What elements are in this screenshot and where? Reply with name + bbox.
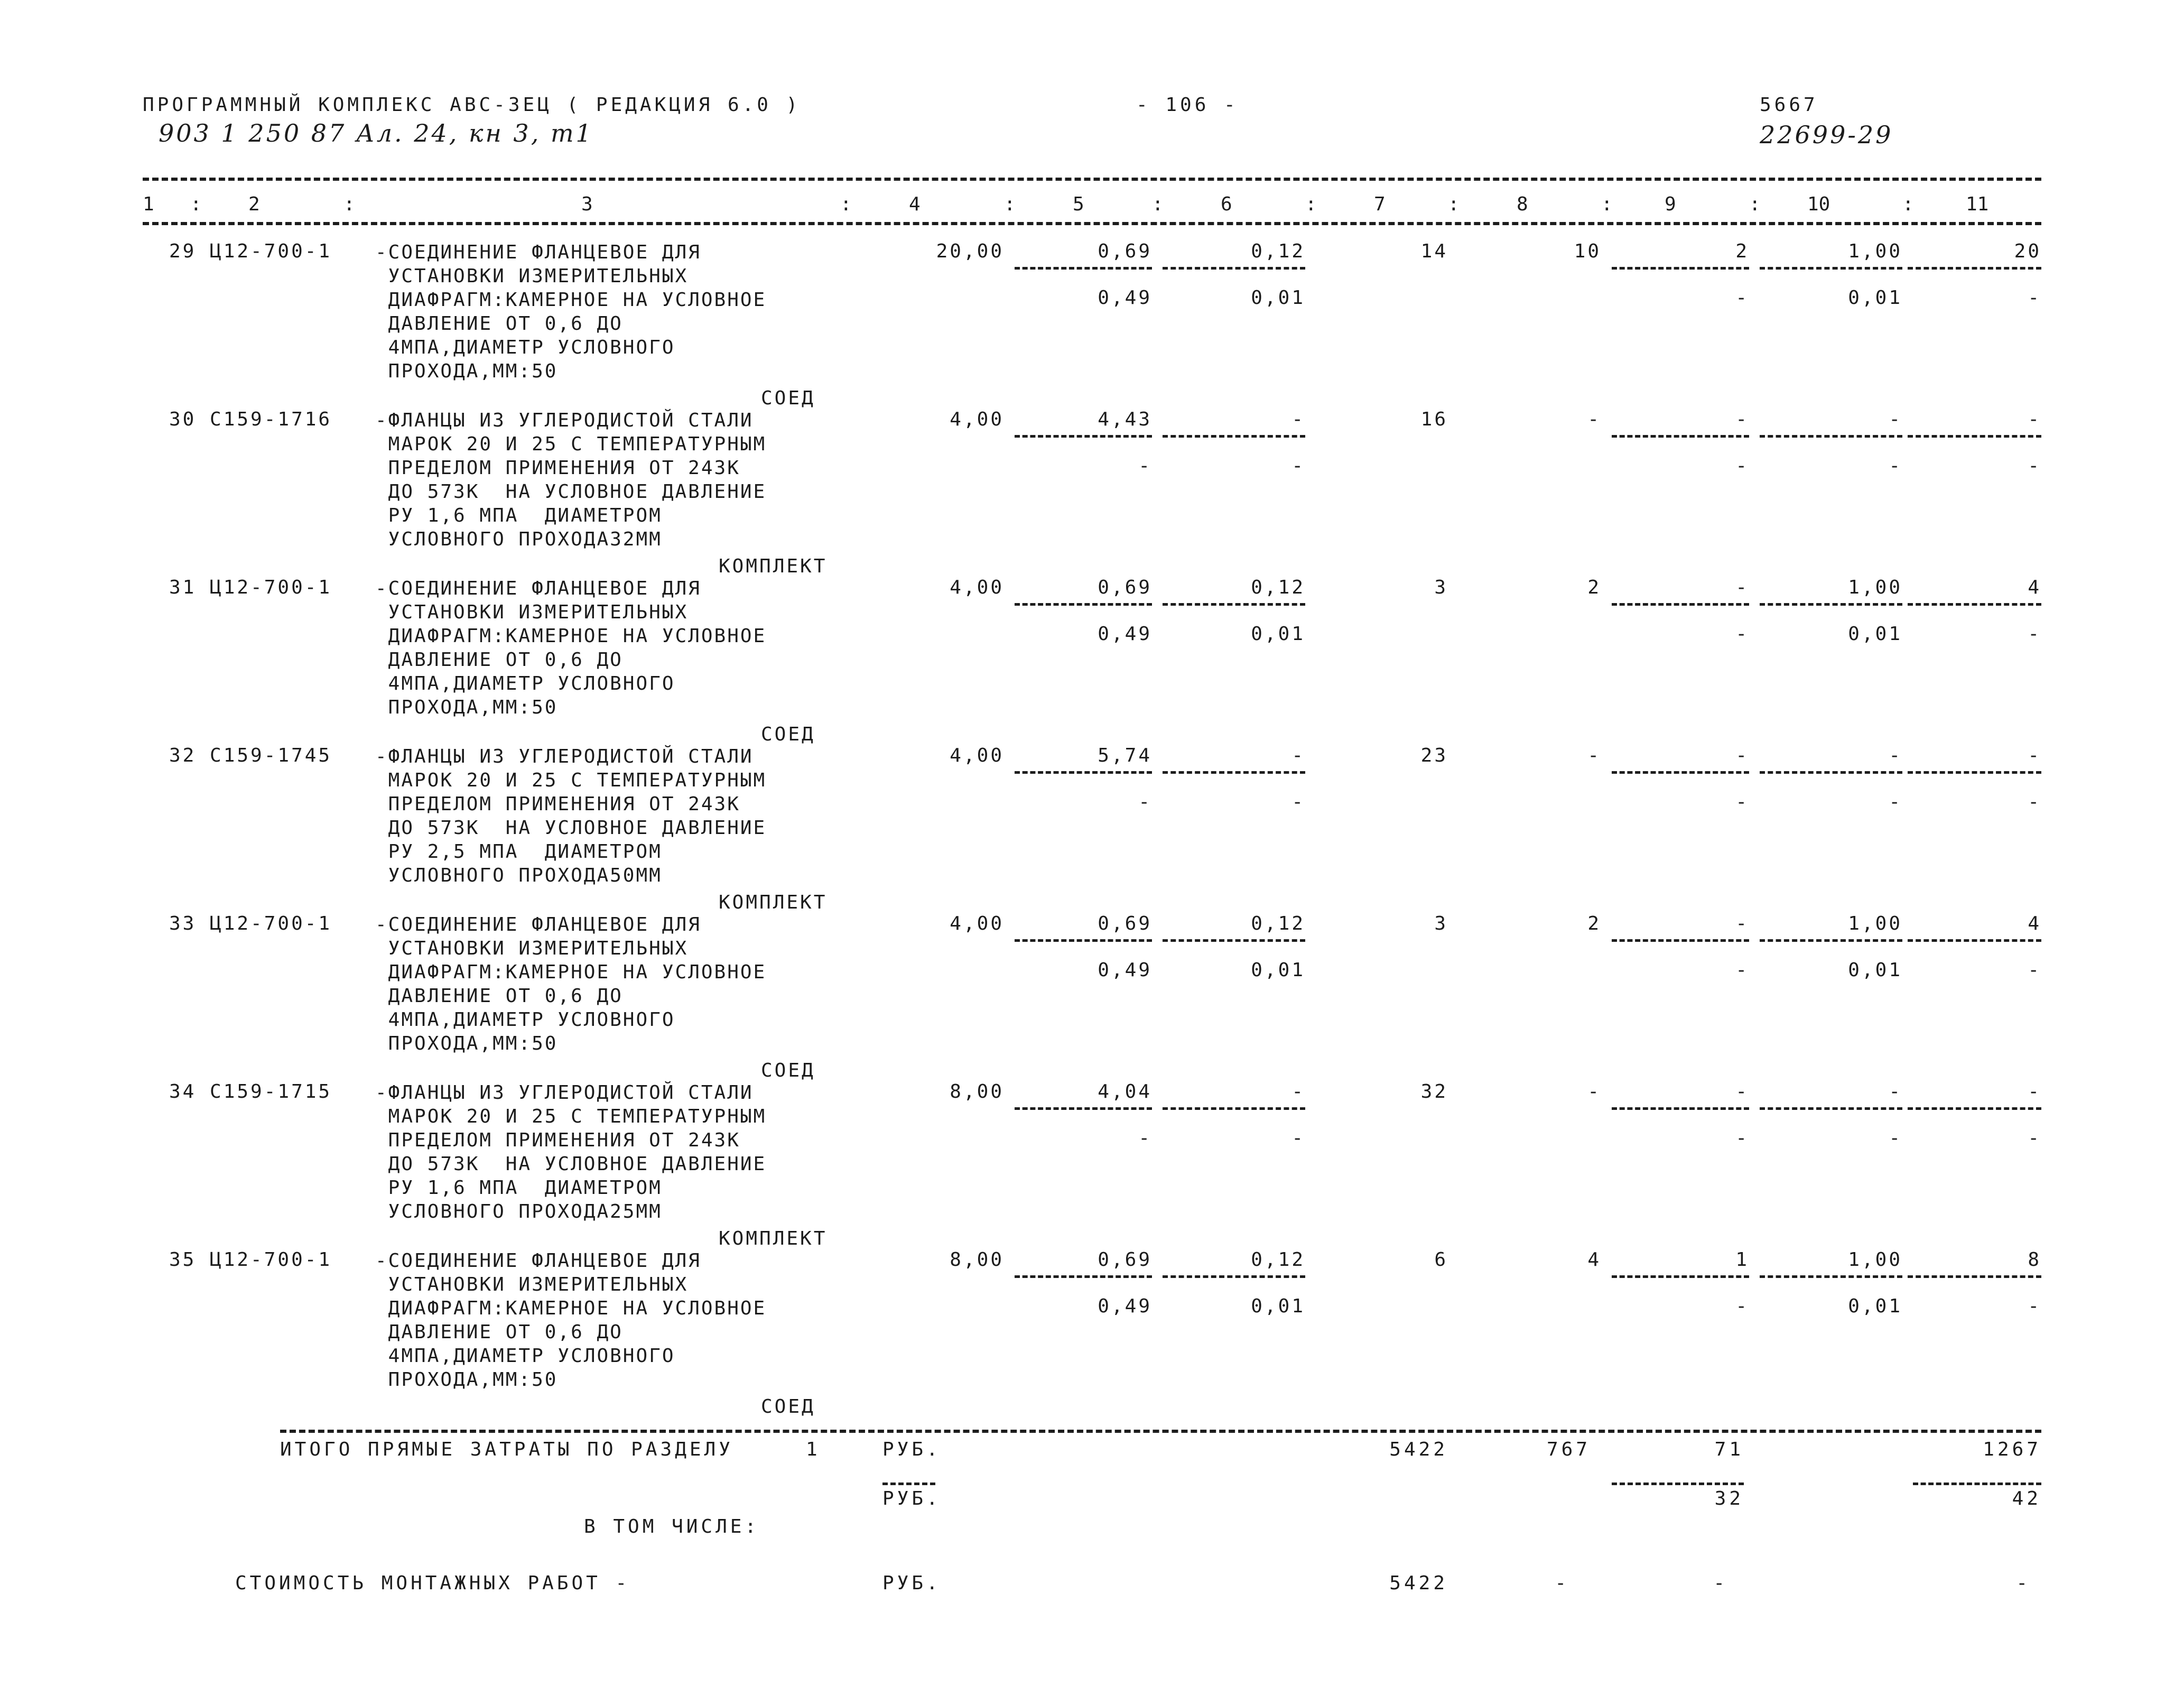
cell-c11b: - [2028,455,2041,477]
description-line: ДИАФРАГМ:КАМЕРНОЕ НА УСЛОВНОЕ [375,289,767,311]
mount-cost-col-8: - [1555,1572,1569,1594]
cell-c9b: - [1735,791,1749,813]
cell-c4: 20,00 [936,240,1004,262]
mount-cost-col-7: 5422 [1389,1572,1448,1594]
cell-c5b: - [1138,791,1152,813]
cell-c8: - [1587,745,1601,766]
cell-c10b: - [1889,455,1902,477]
table-row [143,240,2041,409]
cell-c6b: 0,01 [1251,623,1305,645]
cell-sub-rule [1612,771,1749,774]
description-line: МАРОК 20 И 25 С ТЕМПЕРАТУРНЫМ [375,433,767,455]
col-6: 6 [1221,193,1232,215]
table-top-rule [143,178,2041,181]
description-line: УСЛОВНОГО ПРОХОДА25ММ [375,1201,662,1222]
totals-sub-dash [1612,1483,1744,1485]
cell-c4: 8,00 [950,1249,1004,1271]
cell-c11: 20 [2014,240,2041,262]
col-sep: : [1152,193,1164,215]
cell-sub-rule [1612,603,1749,606]
description-line: ДИАФРАГМ:КАМЕРНОЕ НА УСЛОВНОЕ [375,961,767,983]
cell-c10b: - [1889,791,1902,813]
totals-section: 1 [806,1439,821,1460]
description-line: УСЛОВНОГО ПРОХОДА50ММ [375,865,662,886]
cell-sub-rule [1163,1275,1305,1278]
description-line: -СОЕДИНЕНИЕ ФЛАНЦЕВОЕ ДЛЯ [375,578,701,599]
cell-c6: - [1291,1081,1305,1103]
totals-sub-dash [1913,1483,2041,1485]
cell-c11: - [2028,409,2041,430]
cell-c5: 5,74 [1098,745,1152,766]
description-line: -СОЕДИНЕНИЕ ФЛАНЦЕВОЕ ДЛЯ [375,914,701,935]
row-unit: КОМПЛЕКТ [719,555,828,577]
cell-c4: 8,00 [950,1081,1004,1103]
cell-c11: - [2028,1081,2041,1103]
handwritten-ref-left: 903 1 250 87 Ал. 24, кн 3, т1 [159,119,593,147]
cell-c10: - [1889,745,1902,766]
doc-code: 5667 [1760,94,1818,116]
column-number-row [143,193,2041,220]
cell-sub-rule [1163,1107,1305,1110]
cell-c10b: - [1889,1127,1902,1149]
cell-sub-rule [1163,939,1305,942]
totals-col-11-sub: 42 [2012,1488,2041,1509]
table-row [143,409,2041,577]
description-line: -СОЕДИНЕНИЕ ФЛАНЦЕВОЕ ДЛЯ [375,1250,701,1272]
cell-c10: 1,00 [1848,1249,1902,1271]
cell-sub-rule [1612,267,1749,270]
row-code: 34 С159-1715 [169,1081,332,1103]
cell-c10b: 0,01 [1848,287,1902,309]
cell-c9b: - [1735,623,1749,645]
col-sep: : [1448,193,1460,215]
col-7: 7 [1374,193,1386,215]
col-sep: : [840,193,852,215]
totals-col-7: 5422 [1389,1439,1448,1460]
description-line: РУ 2,5 МПА ДИАМЕТРОМ [375,841,662,863]
cell-c5: 0,69 [1098,240,1152,262]
col-9: 9 [1665,193,1676,215]
mount-cost-col-9: - [1713,1572,1728,1594]
description-line: ДАВЛЕНИЕ ОТ 0,6 ДО [375,313,623,335]
cell-c5: 4,43 [1098,409,1152,430]
totals-unit-2: РУБ. [882,1488,941,1509]
cell-c7: 14 [1420,240,1448,262]
totals-unit: РУБ. [882,1439,941,1460]
cell-c5: 0,69 [1098,577,1152,598]
cell-sub-rule [1015,771,1152,774]
cell-sub-rule [1908,1275,2041,1278]
table-row [143,913,2041,1081]
cell-c4: 4,00 [950,577,1004,598]
cell-c9: - [1735,745,1749,766]
cell-c6: 0,12 [1251,913,1305,934]
cell-c11: 8 [2028,1249,2041,1271]
cell-c7: 3 [1434,913,1448,934]
cell-sub-rule [1760,603,1902,606]
cell-c11b: - [2028,1295,2041,1317]
cell-c11b: - [2028,1127,2041,1149]
cell-c5b: - [1138,455,1152,477]
description-line: РУ 1,6 МПА ДИАМЕТРОМ [375,505,662,526]
description-line: ДИАФРАГМ:КАМЕРНОЕ НА УСЛОВНОЕ [375,1298,767,1319]
description-line: ПРОХОДА,ММ:50 [375,697,558,718]
description-line: МАРОК 20 И 25 С ТЕМПЕРАТУРНЫМ [375,1106,767,1127]
description-line: 4МПА,ДИАМЕТР УСЛОВНОГО [375,673,675,694]
cell-sub-rule [1760,939,1902,942]
cell-sub-rule [1908,267,2041,270]
row-unit: СОЕД [761,1060,815,1081]
cell-c11: 4 [2028,577,2041,598]
row-code: 31 Ц12-700-1 [169,577,332,598]
col-10: 10 [1807,193,1830,215]
cell-c4: 4,00 [950,409,1004,430]
cell-c8: - [1587,409,1601,430]
program-title: ПРОГРАММНЫЙ КОМПЛЕКС АВС-ЗЕЦ ( РЕДАКЦИЯ 6.0 ) [143,94,801,116]
cell-c9: 2 [1735,240,1749,262]
cell-c7: 16 [1420,409,1448,430]
col-sep: : [1004,193,1016,215]
description-line: ДАВЛЕНИЕ ОТ 0,6 ДО [375,1321,623,1343]
cell-c10: - [1889,409,1902,430]
cell-c6b: 0,01 [1251,287,1305,309]
cell-c8: 2 [1587,913,1601,934]
row-code: 29 Ц12-700-1 [169,240,332,262]
col-1: 1 [143,193,154,215]
col-3: 3 [581,193,593,215]
cell-sub-rule [1015,1107,1152,1110]
cell-c6b: - [1291,455,1305,477]
cell-sub-rule [1612,1275,1749,1278]
totals-including: В ТОМ ЧИСЛЕ: [584,1516,760,1537]
page-number: - 106 - [1136,94,1239,116]
description-line: УСТАНОВКИ ИЗМЕРИТЕЛЬНЫХ [375,1274,689,1295]
col-sep: : [190,193,202,215]
totals-top-rule [280,1430,2041,1433]
cell-c6b: - [1291,1127,1305,1149]
description-line: 4МПА,ДИАМЕТР УСЛОВНОГО [375,1345,675,1367]
description-line: МАРОК 20 И 25 С ТЕМПЕРАТУРНЫМ [375,770,767,791]
description-line: 4МПА,ДИАМЕТР УСЛОВНОГО [375,1009,675,1031]
col-8: 8 [1517,193,1528,215]
cell-c4: 4,00 [950,745,1004,766]
cell-c6: - [1291,409,1305,430]
description-line: УСТАНОВКИ ИЗМЕРИТЕЛЬНЫХ [375,938,689,959]
totals-col-9: 71 [1714,1439,1744,1460]
cell-c9: - [1735,409,1749,430]
cell-c8: - [1587,1081,1601,1103]
col-2: 2 [248,193,260,215]
cell-c6: - [1291,745,1305,766]
cell-c11b: - [2028,287,2041,309]
cell-c5: 0,69 [1098,913,1152,934]
cell-c5b: 0,49 [1098,1295,1152,1317]
cell-sub-rule [1163,603,1305,606]
mount-cost-col-11: - [2016,1572,2031,1594]
cell-c6: 0,12 [1251,240,1305,262]
cell-c10: 1,00 [1848,913,1902,934]
cell-c7: 32 [1420,1081,1448,1103]
cell-c9b: - [1735,959,1749,981]
cell-c6b: 0,01 [1251,959,1305,981]
cell-c9: - [1735,913,1749,934]
cell-c7: 6 [1434,1249,1448,1271]
cell-c10: - [1889,1081,1902,1103]
description-line: ПРЕДЕЛОМ ПРИМЕНЕНИЯ ОТ 243К [375,1129,740,1151]
cell-c9: - [1735,577,1749,598]
cell-c5b: 0,49 [1098,287,1152,309]
description-line: 4МПА,ДИАМЕТР УСЛОВНОГО [375,337,675,358]
row-code: 32 С159-1745 [169,745,332,766]
cell-sub-rule [1612,435,1749,438]
cell-sub-rule [1163,435,1305,438]
row-code: 33 Ц12-700-1 [169,913,332,934]
table-row [143,1249,2041,1417]
header-bottom-rule [143,222,2041,225]
description-line: ДАВЛЕНИЕ ОТ 0,6 ДО [375,649,623,671]
totals-col-9-sub: 32 [1714,1488,1744,1509]
mount-cost-label: СТОИМОСТЬ МОНТАЖНЫХ РАБОТ - [235,1572,630,1594]
cell-c9: 1 [1735,1249,1749,1271]
handwritten-ref-right: 22699-29 [1760,121,1893,149]
cell-c8: 2 [1587,577,1601,598]
cell-sub-rule [1908,939,2041,942]
cell-c10b: 0,01 [1848,959,1902,981]
cell-sub-rule [1908,1107,2041,1110]
description-line: УСТАНОВКИ ИЗМЕРИТЕЛЬНЫХ [375,601,689,623]
description-line: ДО 573К НА УСЛОВНОЕ ДАВЛЕНИЕ [375,1153,767,1175]
cell-c9b: - [1735,1127,1749,1149]
row-code: 30 С159-1716 [169,409,332,430]
row-unit: КОМПЛЕКТ [719,892,828,913]
row-code: 35 Ц12-700-1 [169,1249,332,1271]
table-row [143,745,2041,913]
description-line: УСЛОВНОГО ПРОХОДА32ММ [375,529,662,550]
cell-c9b: - [1735,455,1749,477]
description-line: -ФЛАНЦЫ ИЗ УГЛЕРОДИСТОЙ СТАЛИ [375,746,754,767]
cell-c10: 1,00 [1848,240,1902,262]
table-row [143,577,2041,745]
col-sep: : [343,193,355,215]
cell-c6b: 0,01 [1251,1295,1305,1317]
cell-sub-rule [1015,267,1152,270]
description-line: ДО 573К НА УСЛОВНОЕ ДАВЛЕНИЕ [375,481,767,503]
table-row [143,1081,2041,1249]
cell-sub-rule [1908,771,2041,774]
cell-c9: - [1735,1081,1749,1103]
cell-c5: 0,69 [1098,1249,1152,1271]
totals-sub-dash [882,1483,935,1485]
totals-label: ИТОГО ПРЯМЫЕ ЗАТРАТЫ ПО РАЗДЕЛУ [280,1439,733,1460]
cell-c11b: - [2028,959,2041,981]
cell-sub-rule [1760,267,1902,270]
cell-sub-rule [1015,1275,1152,1278]
cell-c9b: - [1735,1295,1749,1317]
cell-sub-rule [1760,1107,1902,1110]
cell-c7: 3 [1434,577,1448,598]
cell-c8: 10 [1574,240,1601,262]
cell-c11: - [2028,745,2041,766]
cell-sub-rule [1163,771,1305,774]
cell-c10b: 0,01 [1848,1295,1902,1317]
description-line: ДО 573К НА УСЛОВНОЕ ДАВЛЕНИЕ [375,817,767,839]
col-11: 11 [1966,193,1989,215]
cell-sub-rule [1015,939,1152,942]
description-line: ДИАФРАГМ:КАМЕРНОЕ НА УСЛОВНОЕ [375,625,767,647]
cell-sub-rule [1760,771,1902,774]
row-unit: СОЕД [761,1396,815,1418]
cell-c8: 4 [1587,1249,1601,1271]
description-line: ПРОХОДА,ММ:50 [375,1033,558,1054]
totals-col-8: 767 [1546,1439,1591,1460]
cell-sub-rule [1908,435,2041,438]
description-line: ПРЕДЕЛОМ ПРИМЕНЕНИЯ ОТ 243К [375,457,740,479]
cell-sub-rule [1612,1107,1749,1110]
description-line: ПРЕДЕЛОМ ПРИМЕНЕНИЯ ОТ 243К [375,793,740,815]
totals-col-11: 1267 [1983,1439,2041,1460]
row-unit: КОМПЛЕКТ [719,1228,828,1249]
col-5: 5 [1073,193,1084,215]
cell-c7: 23 [1420,745,1448,766]
cell-c11b: - [2028,623,2041,645]
cell-sub-rule [1015,435,1152,438]
description-line: ПРОХОДА,ММ:50 [375,360,558,382]
description-line: ДАВЛЕНИЕ ОТ 0,6 ДО [375,985,623,1007]
description-line: ПРОХОДА,ММ:50 [375,1369,558,1391]
col-sep: : [1902,193,1914,215]
cell-c10: 1,00 [1848,577,1902,598]
col-4: 4 [909,193,921,215]
cell-c11: 4 [2028,913,2041,934]
cell-c6: 0,12 [1251,1249,1305,1271]
col-sep: : [1305,193,1317,215]
cell-c5b: 0,49 [1098,959,1152,981]
cell-c5: 4,04 [1098,1081,1152,1103]
cell-c4: 4,00 [950,913,1004,934]
cell-c10b: 0,01 [1848,623,1902,645]
cell-c5b: 0,49 [1098,623,1152,645]
cell-c9b: - [1735,287,1749,309]
row-unit: СОЕД [761,724,815,745]
cell-sub-rule [1760,435,1902,438]
description-line: -ФЛАНЦЫ ИЗ УГЛЕРОДИСТОЙ СТАЛИ [375,1082,754,1104]
cell-c6b: - [1291,791,1305,813]
col-sep: : [1749,193,1761,215]
cell-sub-rule [1612,939,1749,942]
row-unit: СОЕД [761,387,815,409]
description-line: УСТАНОВКИ ИЗМЕРИТЕЛЬНЫХ [375,265,689,287]
cell-sub-rule [1908,603,2041,606]
cell-c5b: - [1138,1127,1152,1149]
cell-c6: 0,12 [1251,577,1305,598]
mount-cost-unit: РУБ. [882,1572,941,1594]
col-sep: : [1601,193,1613,215]
description-line: -ФЛАНЦЫ ИЗ УГЛЕРОДИСТОЙ СТАЛИ [375,410,754,431]
cell-sub-rule [1760,1275,1902,1278]
description-line: -СОЕДИНЕНИЕ ФЛАНЦЕВОЕ ДЛЯ [375,242,701,263]
cell-sub-rule [1015,603,1152,606]
cell-sub-rule [1163,267,1305,270]
description-line: РУ 1,6 МПА ДИАМЕТРОМ [375,1177,662,1199]
cell-c11b: - [2028,791,2041,813]
